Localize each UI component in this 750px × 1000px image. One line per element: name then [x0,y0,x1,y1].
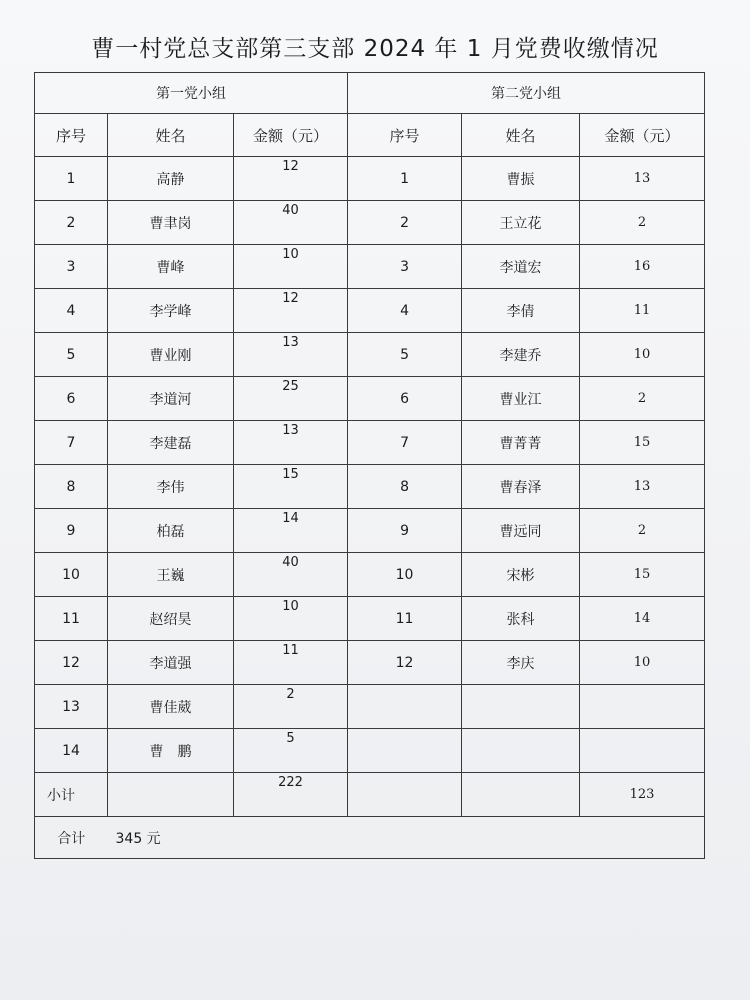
g1-row-amount: 10 [234,245,348,289]
g2-row-amount: 2 [580,509,705,553]
g1-row-name: 曹 鹏 [108,729,234,773]
g1-row-no: 1 [35,157,108,201]
g1-row-amount: 2 [234,685,348,729]
g2-header-amount: 金额（元） [580,114,705,157]
g2-row-amount: 2 [580,201,705,245]
g1-row-amount: 12 [234,289,348,333]
group1-name: 第一党小组 [35,73,348,114]
subtotal-empty-1 [108,773,234,817]
g2-row-name [462,685,580,729]
table-row [35,729,705,773]
g1-row-amount: 11 [234,641,348,685]
g1-row-no: 14 [35,729,108,773]
g2-row-amount: 11 [580,289,705,333]
g1-row-amount: 5 [234,729,348,773]
g2-row-name: 曹菁菁 [462,421,580,465]
g2-row-no: 12 [348,641,462,685]
table-row [35,465,705,509]
subtotal-row [35,773,705,817]
total-row [35,817,705,859]
table-row [35,509,705,553]
g1-row-no: 13 [35,685,108,729]
g2-row-name: 李庆 [462,641,580,685]
table-row [35,641,705,685]
g1-row-no: 7 [35,421,108,465]
g2-row-amount: 13 [580,465,705,509]
g2-row-name: 曹远同 [462,509,580,553]
g2-row-amount: 13 [580,157,705,201]
g1-row-name: 王巍 [108,553,234,597]
g2-row-name: 曹振 [462,157,580,201]
g1-row-amount: 12 [234,157,348,201]
g2-row-no: 7 [348,421,462,465]
g1-row-no: 4 [35,289,108,333]
g1-row-name: 李道河 [108,377,234,421]
g1-row-amount: 14 [234,509,348,553]
table-row [35,201,705,245]
g1-row-name: 曹峰 [108,245,234,289]
dues-table [34,72,705,859]
g2-row-amount: 2 [580,377,705,421]
table-row [35,597,705,641]
table-row [35,553,705,597]
g1-row-no: 3 [35,245,108,289]
table-row [35,157,705,201]
g1-row-no: 11 [35,597,108,641]
table-row [35,421,705,465]
g1-row-name: 高静 [108,157,234,201]
g1-subtotal: 222 [234,773,348,817]
g2-row-no [348,685,462,729]
g1-row-amount: 13 [234,333,348,377]
g2-row-name: 王立花 [462,201,580,245]
g2-row-no: 1 [348,157,462,201]
g1-row-name: 柏磊 [108,509,234,553]
g2-row-amount: 10 [580,641,705,685]
g1-row-name: 李建磊 [108,421,234,465]
column-header-row [35,114,705,157]
g1-row-no: 12 [35,641,108,685]
g2-row-amount: 16 [580,245,705,289]
table-row [35,685,705,729]
g2-header-no: 序号 [348,114,462,157]
table-row [35,245,705,289]
g2-row-amount: 10 [580,333,705,377]
g2-row-no: 8 [348,465,462,509]
g1-row-amount: 25 [234,377,348,421]
g1-row-amount: 10 [234,597,348,641]
g2-row-name: 曹业江 [462,377,580,421]
g2-row-name: 李倩 [462,289,580,333]
table-row [35,333,705,377]
g1-row-name: 曹佳葳 [108,685,234,729]
table-row [35,377,705,421]
g2-row-name: 宋彬 [462,553,580,597]
g2-row-no [348,729,462,773]
g1-row-name: 曹业刚 [108,333,234,377]
g2-row-name: 曹春泽 [462,465,580,509]
group-header-row [35,73,705,114]
g2-row-amount: 14 [580,597,705,641]
g2-row-no: 2 [348,201,462,245]
g1-row-name: 李伟 [108,465,234,509]
g2-row-name: 李道宏 [462,245,580,289]
g1-row-name: 赵绍昊 [108,597,234,641]
g1-row-no: 9 [35,509,108,553]
g2-row-amount [580,685,705,729]
g1-row-no: 8 [35,465,108,509]
g1-row-name: 曹聿岗 [108,201,234,245]
g1-row-amount: 15 [234,465,348,509]
g2-row-no: 10 [348,553,462,597]
g1-row-no: 6 [35,377,108,421]
g1-row-no: 10 [35,553,108,597]
g2-row-no: 11 [348,597,462,641]
g2-row-no: 4 [348,289,462,333]
g2-row-name [462,729,580,773]
subtotal-empty-2 [348,773,462,817]
table-row [35,289,705,333]
g2-row-no: 3 [348,245,462,289]
g1-row-no: 5 [35,333,108,377]
g2-row-no: 6 [348,377,462,421]
g2-row-name: 张科 [462,597,580,641]
g1-row-name: 李学峰 [108,289,234,333]
g2-row-amount: 15 [580,421,705,465]
g2-row-amount: 15 [580,553,705,597]
g1-row-amount: 40 [234,553,348,597]
subtotal-label: 小计 [35,773,108,817]
g2-subtotal: 123 [580,773,705,817]
g1-row-name: 李道强 [108,641,234,685]
page-title: 曹一村党总支部第三支部 2024 年 1 月党费收缴情况 [91,36,659,62]
total-label: 合计 [35,817,108,859]
g1-row-no: 2 [35,201,108,245]
subtotal-empty-3 [462,773,580,817]
g2-row-no: 9 [348,509,462,553]
g1-row-amount: 13 [234,421,348,465]
total-value: 345 元 [108,817,705,859]
g2-row-name: 李建乔 [462,333,580,377]
group2-name: 第二党小组 [348,73,705,114]
g2-header-name: 姓名 [462,114,580,157]
g1-header-amount: 金额（元） [234,114,348,157]
g1-header-no: 序号 [35,114,108,157]
g2-row-amount [580,729,705,773]
g1-row-amount: 40 [234,201,348,245]
g2-row-no: 5 [348,333,462,377]
g1-header-name: 姓名 [108,114,234,157]
